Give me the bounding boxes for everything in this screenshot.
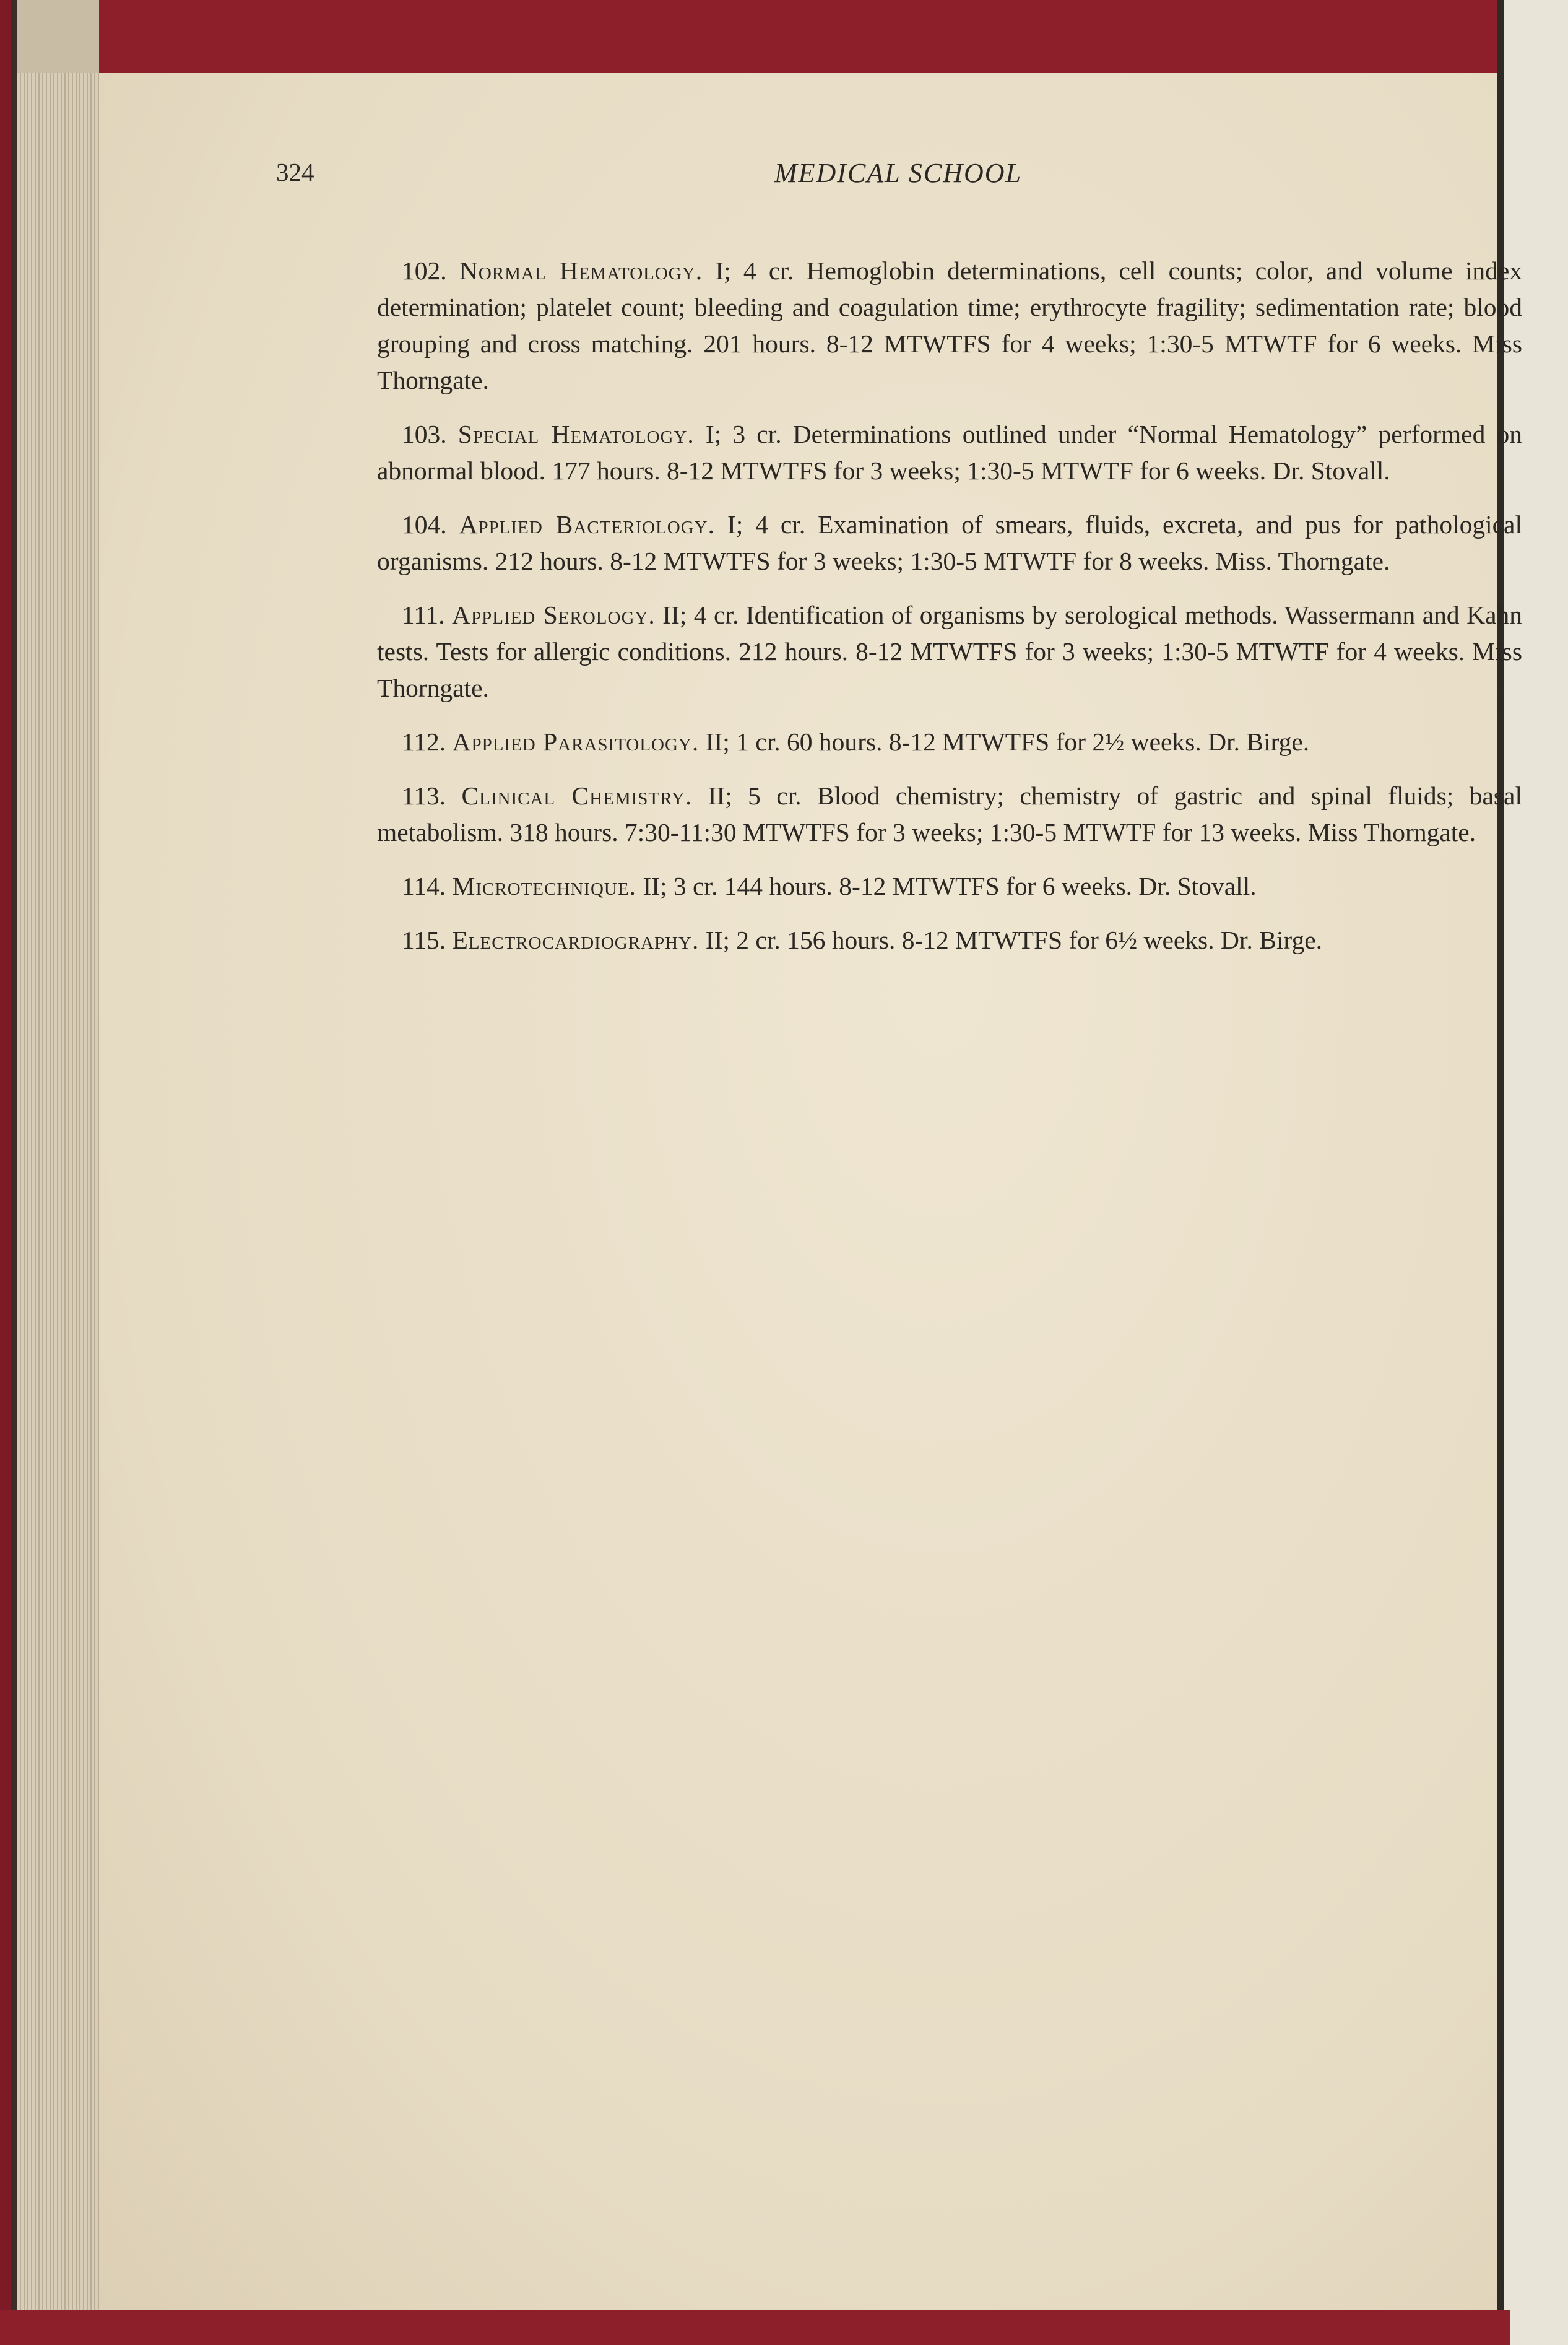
course-title: Clinical Chemistry. [461,781,693,810]
page-edges [17,73,99,2345]
course-description: II; 1 cr. 60 hours. 8-12 MTWTFS for 2½ weeks. Dr. Birge. [705,728,1310,756]
page-header [276,157,1520,201]
book-cover-top [0,0,1510,73]
course-entry [377,724,1522,760]
course-number: 102. [402,256,447,285]
course-title: Normal Hematology. [459,256,703,285]
course-description: II; 2 cr. 156 hours. 8-12 MTWTFS for 6½ weeks. Dr. Birge. [705,926,1323,954]
course-entry [377,778,1522,851]
course-entry [377,416,1522,489]
running-head: MEDICAL SCHOOL [774,158,1022,188]
course-title: Applied Parasitology. [452,728,700,756]
course-title: Special Hematology. [457,420,695,448]
course-description: II; 5 cr. Blood chemistry; chemistry of gastric and spinal fluids; basal metabolism. 318 hours. 7:30-11:30 MTWTFS for 3 weeks; 1:30-5 MTWTF for 13 weeks. Miss Thorngate. [377,781,1522,846]
course-entry [377,922,1522,959]
course-number: 103. [402,420,447,448]
course-description: II; 4 cr. Identification of organisms by serological methods. Wassermann and Kahn tests. Tests for allergic conditions. 212 hours. 8-12 MTWTFS for 3 weeks; 1:30-5 MTWTF for 4 weeks. Miss Thorngate. [377,601,1522,702]
book-page [99,73,1523,2310]
course-number: 114. [402,872,446,900]
page-number: 324 [276,158,314,186]
course-entry [377,253,1522,399]
course-entry [377,507,1522,580]
course-number: 113. [402,781,446,810]
course-number: 112. [402,728,446,756]
course-title: Microtechnique. [452,872,636,900]
course-title: Applied Serology. [452,601,656,629]
course-number: 115. [402,926,446,954]
course-description: I; 4 cr. Hemoglobin determinations, cell counts; color, and volume index determination; platelet count; bleeding and coagulation time; erythrocyte fragility; sedimentation rate; blood grouping and cross matching. 201 hours. 8-12 MTWTFS for 4 weeks; 1:30-5 MTWTF for 6 weeks. Miss Thorngate. [377,256,1523,394]
course-title: Applied Bacteriology. [459,510,716,539]
course-list [377,253,1522,976]
course-description: I; 3 cr. Determinations outlined under “Normal Hematology” performed on abnormal blood. 177 hours. 8-12 MTWTFS for 3 weeks; 1:30-5 MTWTF for 6 weeks. Dr. Stovall. [377,420,1522,485]
course-description: II; 3 cr. 144 hours. 8-12 MTWTFS for 6 weeks. Dr. Stovall. [643,872,1257,900]
course-description: I; 4 cr. Examination of smears, fluids, excreta, and pus for pathological organisms. 212 hours. 8-12 MTWTFS for 3 weeks; 1:30-5 MTWTF for 8 weeks. Miss. Thorngate. [377,510,1523,575]
course-entry [377,597,1522,707]
course-entry [377,868,1522,905]
course-title: Electrocardiography. [452,926,700,954]
book-cover-bottom [0,2310,1510,2345]
course-number: 111. [402,601,445,629]
course-number: 104. [402,510,447,539]
